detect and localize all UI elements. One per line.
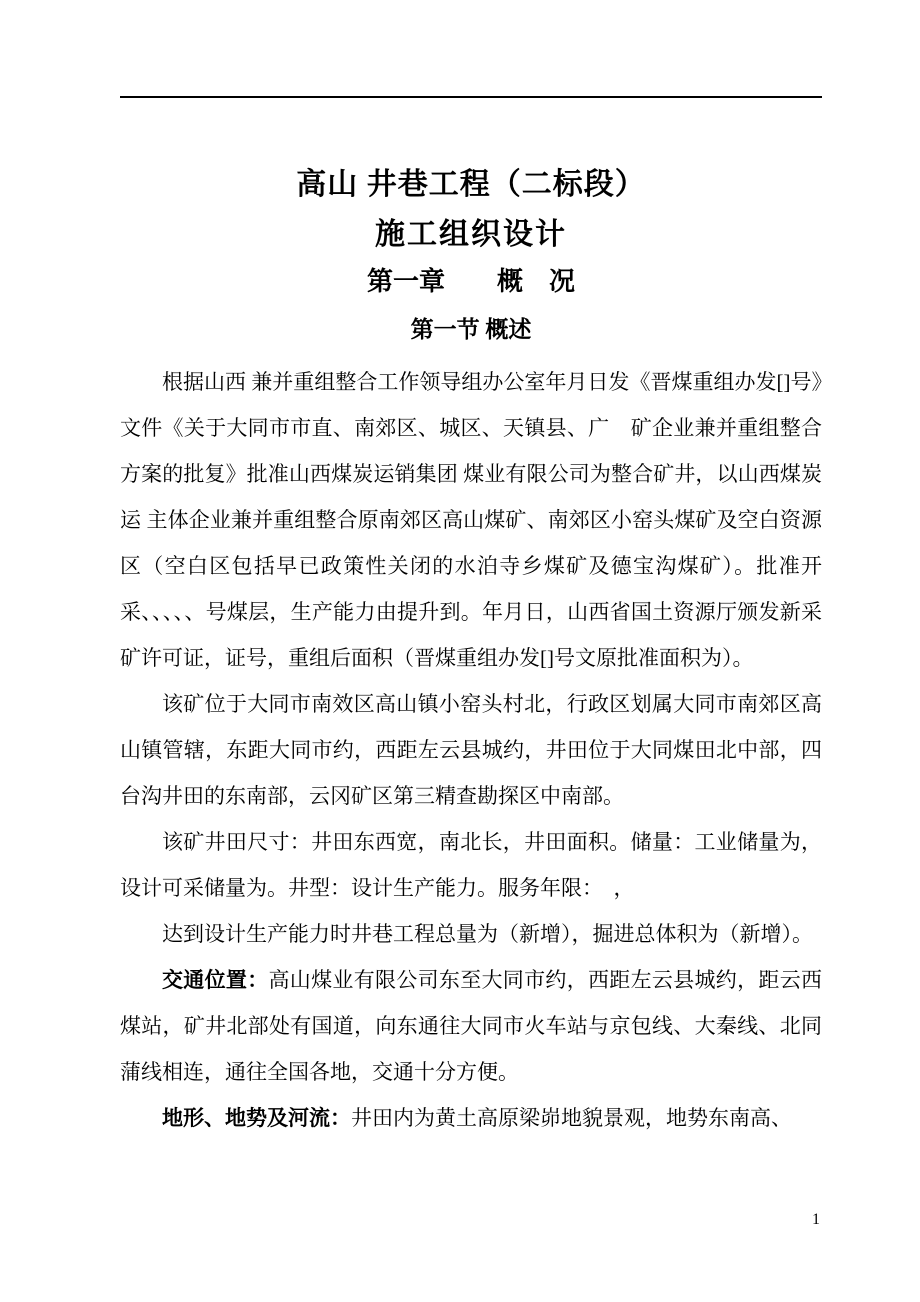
doc-subtitle: 施工组织设计 [375, 218, 567, 251]
paragraph-5-lead: 交通位置： [162, 968, 269, 992]
paragraph-4-text: 达到设计生产能力时井巷工程总量为（新增），掘进总体积为（新增）。 [162, 922, 813, 946]
document-content [0, 96, 920, 1141]
paragraph-2 [120, 681, 822, 819]
paragraph-5 [120, 957, 822, 1095]
chapter-heading: 第一章 概 况 [366, 267, 575, 296]
doc-title: 高山 井巷工程（二标段） [296, 168, 646, 201]
header-rule [120, 96, 822, 98]
paragraph-1 [120, 359, 822, 681]
section-heading: 第一节 概述 [410, 317, 532, 342]
paragraph-3 [120, 819, 822, 911]
paragraph-6-text: 井田内为黄土高原梁峁地貌景观，地势东南高、 [351, 1106, 792, 1130]
paragraph-6-lead: 地形、地势及河流： [162, 1106, 351, 1130]
paragraph-5-text: 高山煤业有限公司东至大同市约，西距左云县城约，距云西煤站，矿井北部处有国道，向东通往大同市火车站与京包线、大秦线、北同蒲线相连，通往全国各地，交通十分方便。 [120, 968, 822, 1084]
body-text-block [120, 359, 822, 1141]
paragraph-1-text: 根据山西 兼并重组整合工作领导组办公室年月日发《晋煤重组办发[]号》文件《关于大同市市直、南郊区、城区、天镇县、广 矿企业兼并重组整合方案的批复》批准山西煤炭运销集团 煤业有限公司为整合矿井，以山西煤炭运 主体企业兼并重组整合原南郊区高山煤矿、南郊区小窑头煤矿及空白资源区（空白区包括早已政策性关闭的水泊寺乡煤矿及德宝沟煤矿）。批准开采、、、、、号煤层，生产能力由提升到。年月日，山西省国土资源厅颁发新采矿许可证，证号，重组后面积（晋煤重组办发[]号文原批准面积为）。 [120, 370, 822, 670]
paragraph-6 [120, 1095, 822, 1141]
paragraph-4 [120, 911, 822, 957]
paragraph-2-text: 该矿位于大同市南效区高山镇小窑头村北，行政区划属大同市南郊区高山镇管辖，东距大同市约，西距左云县城约，井田位于大同煤田北中部，四台沟井田的东南部，云冈矿区第三精查勘探区中南部。 [120, 692, 822, 808]
page-number: 1 [812, 1211, 820, 1228]
paragraph-3-text: 该矿井田尺寸：井田东西宽，南北长，井田面积。储量：工业储量为，设计可采储量为。井型：设计生产能力。服务年限： ， [120, 830, 822, 900]
